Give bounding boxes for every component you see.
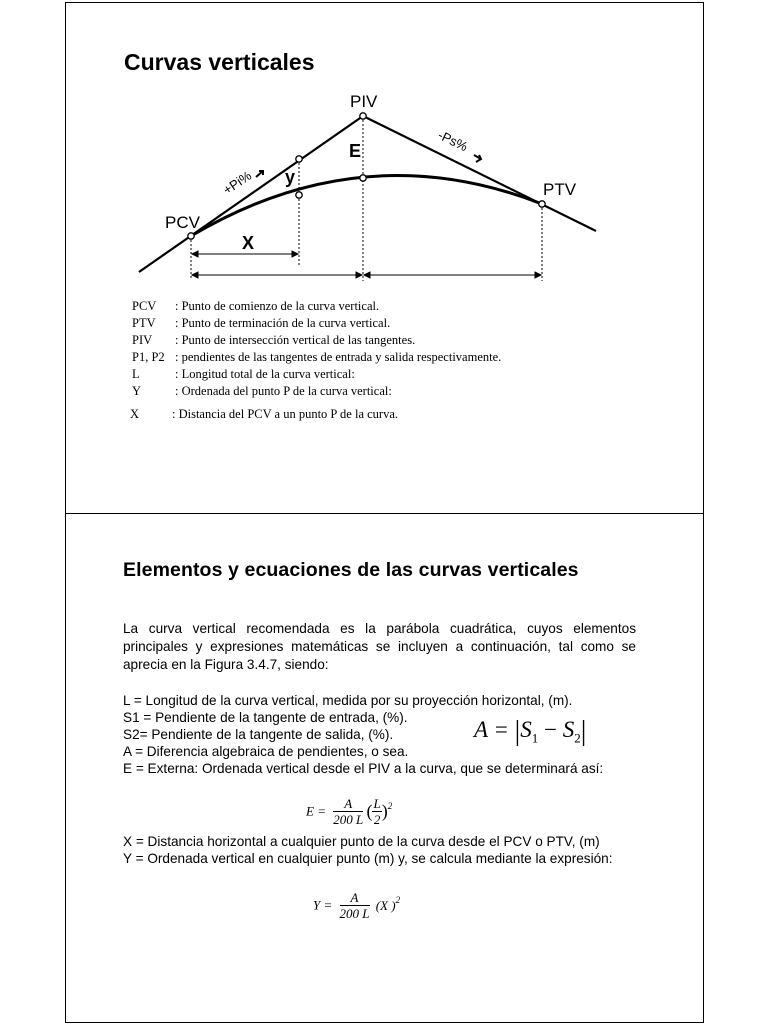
def-line-e: E = Externa: Ordenada vertical desde el PIV a la curva, que se determinará así: xyxy=(123,761,604,776)
formula-y: Y = $\frac{A}{200 L}$ (X )$^2$ xyxy=(313,890,401,921)
def-line-s1: S1 = Pendiente de la tangente de entrada, (%). xyxy=(123,710,408,725)
label-y: y xyxy=(285,167,296,187)
label-pcv: PCV xyxy=(165,213,200,232)
def-line-s2: S2= Pendiente de la tangente de salida, (%). xyxy=(123,727,394,742)
point-piv xyxy=(360,113,366,119)
label-pi-slope: +Pi% xyxy=(220,167,255,198)
tangent-salida xyxy=(363,116,596,231)
intro-paragraph: La curva vertical recomendada es la parábola cuadrática, cuyos elementos principales y expresiones matemáticas se incluyen a continuación, tal como se aprecia en la Figura 3.4.7, siendo: xyxy=(123,621,636,672)
def-line-y: Y = Ordenada vertical en cualquier punto (m) y, se calcula mediante la expresión: xyxy=(123,851,613,866)
label-x: X xyxy=(242,233,255,253)
formula-e: E = $\frac{A}{200 L}$ ( $\frac{L}{2}$ )$^2$ xyxy=(306,796,393,827)
formula-e-inner-fraction: $\frac{L}{2}$ xyxy=(373,796,381,827)
slide-title: Curvas verticales xyxy=(124,49,315,75)
formula-y-fraction: $\frac{A}{200 L}$ xyxy=(339,890,370,921)
label-ps-slope: -Ps% xyxy=(435,127,471,155)
formula-e-fraction: $\frac{A}{200 L}$ xyxy=(333,796,364,827)
point-ptv xyxy=(539,201,545,207)
formula-a: $A = |S_1 - S_2|$ xyxy=(474,716,587,747)
label-ptv: PTV xyxy=(543,180,577,199)
def-line-a: A = Diferencia algebraica de pendientes, o sea. xyxy=(123,744,409,759)
slide-curvas-verticales: Curvas verticales PIV PCV PTV E y X +Pi% -Ps% PCV : Punto de comienzo de la curva vertical. PTV : Punto de terminación de la curva vertical. PIV : Punto de intersección vertical de las tangentes. P1, P2 : pendientes de las tangentes de entrada y salida respectivamente. L : Longitud total de la curva vertical: Y : Ordenada del punto P de la curva vertical: X : Distancia del PCV a un punto P de la curva. xyxy=(65,2,704,514)
point-pcv xyxy=(188,233,194,239)
point-curve-e xyxy=(360,175,366,181)
def-line-x: X = Distancia horizontal a cualquier punto de la curva desde el PCV o PTV, (m) xyxy=(123,834,600,849)
slide-title: Elementos y ecuaciones de las curvas verticales xyxy=(123,559,579,581)
label-e: E xyxy=(349,141,362,161)
point-curve-y xyxy=(296,192,302,198)
def-line-l: L = Longitud de la curva vertical, medida por su proyección horizontal, (m). xyxy=(123,693,573,708)
point-tangent-y xyxy=(296,156,302,162)
label-piv: PIV xyxy=(350,92,378,111)
dimension-arrows xyxy=(192,251,541,278)
slide-elementos-ecuaciones xyxy=(65,513,704,1023)
vertical-curve-diagram xyxy=(66,3,703,513)
